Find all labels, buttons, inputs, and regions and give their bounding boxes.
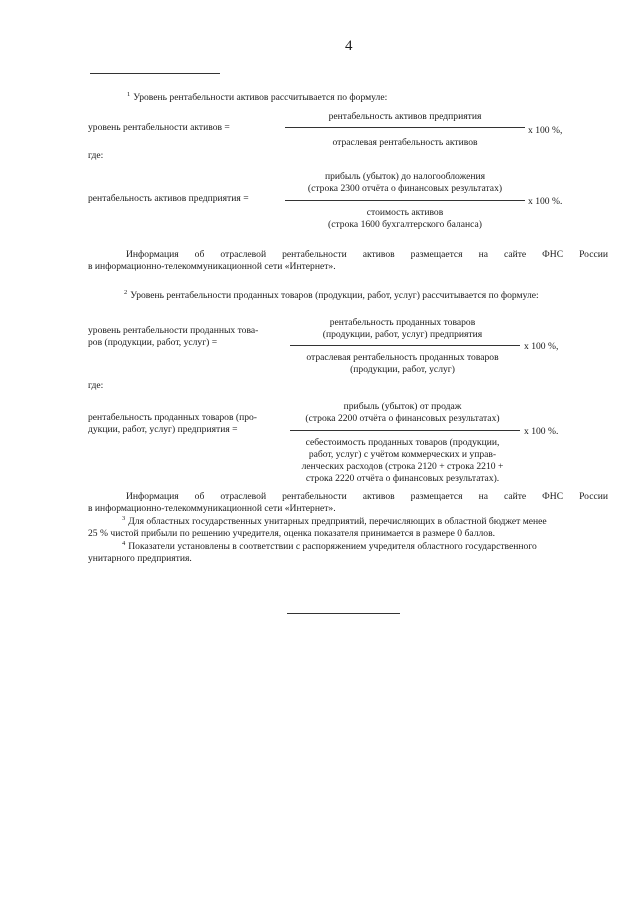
formula-1-lhs: уровень рентабельности активов = [88,122,230,133]
formula-4-multiplier: x 100 %. [524,426,559,437]
formula-4-lhs-2: дукции, работ, услуг) предприятия = [88,424,238,435]
formula-3-fraction-bar [290,345,520,346]
footnote-3-marker: 3 [122,515,126,522]
formula-1-fraction-bar [285,127,525,128]
formula-2-numerator-1: прибыль (убыток) до налогообложения [324,171,486,182]
formula-2-denominator-2: (строка 1600 бухгалтерского баланса) [328,219,482,230]
footnote-4-marker: 4 [122,540,126,547]
info-text-1-line-2: в информационно-телекоммуникационной сети «Интернет». [88,261,336,272]
footnote-2-marker: 2 [124,289,128,296]
footnote-4-line-2: унитарного предприятия. [88,553,192,564]
formula-4-denominator-2: работ, услуг) с учётом коммерческих и управ- [308,449,497,460]
formula-2-numerator-2: (строка 2300 отчёта о финансовых результатах) [307,183,503,194]
formula-3-numerator-1: рентабельность проданных товаров [329,317,476,328]
formula-4-numerator-1: прибыль (убыток) от продаж [343,401,462,412]
formula-4-denominator-1: себестоимость проданных товаров (продукции, [305,437,500,448]
formula-4-fraction-bar [290,430,520,431]
footnote-3-line-2: 25 % чистой прибыли по решению учредителя, оценка показателя принимается в размере 0 баллов. [88,528,496,539]
formula-2-lhs: рентабельность активов предприятия = [88,193,249,204]
info-text-2-line-2: в информационно-телекоммуникационной сети «Интернет». [88,503,336,514]
info-text-1-line-1: Информация об отраслевой рентабельности активов размещается на сайте ФНС России [126,249,608,260]
formula-4-numerator-2: (строка 2200 отчёта о финансовых результатах) [305,413,500,424]
page-number: 4 [345,38,353,54]
formula-2-denominator-1: стоимость активов [366,207,444,218]
formula-3-lhs-2: ров (продукции, работ, услуг) = [88,337,218,348]
formula-3-denominator-2: (продукции, работ, услуг) [350,364,455,375]
formula-2-fraction-bar [285,200,525,201]
footnote-4-line-1: $^4$ Показатели установлены в соответствии с распоряжением учредителя областного государственного [122,540,537,552]
footnote-2-intro: $^2$ Уровень рентабельности проданных товаров (продукции, работ, услуг) рассчитывается по формуле: [124,289,539,301]
formula-1-numerator: рентабельность активов предприятия [328,111,482,122]
end-separator [287,613,400,614]
footnote-1-intro: $^1$ Уровень рентабельности активов рассчитывается по формуле: [127,91,388,103]
formula-1-multiplier: x 100 %, [528,125,563,136]
formula-1-denominator: отраслевая рентабельность активов [332,137,478,148]
formula-4-lhs-1: рентабельность проданных товаров (про- [88,412,257,423]
where-label-2: где: [88,380,104,391]
where-label-1: где: [88,150,104,161]
info-text-2-line-1: Информация об отраслевой рентабельности активов размещается на сайте ФНС России [126,491,608,502]
formula-3-numerator-2: (продукции, работ, услуг) предприятия [322,329,483,340]
formula-4-denominator-4: строка 2220 отчёта о финансовых результатах). [305,473,500,484]
formula-3-denominator-1: отраслевая рентабельность проданных товаров [306,352,499,363]
formula-2-multiplier: x 100 %. [528,196,563,207]
footnote-3-line-1: $^3$ Для областных государственных унитарных предприятий, перечисляющих в областной бюджет менее [122,515,547,527]
footnote-1-marker: 1 [127,91,131,98]
footnote-separator [90,73,220,74]
formula-4-denominator-3: ленческих расходов (строка 2120 + строка 2210 + [301,461,504,472]
formula-3-multiplier: x 100 %, [524,341,559,352]
formula-3-lhs-1: уровень рентабельности проданных това- [88,325,259,336]
